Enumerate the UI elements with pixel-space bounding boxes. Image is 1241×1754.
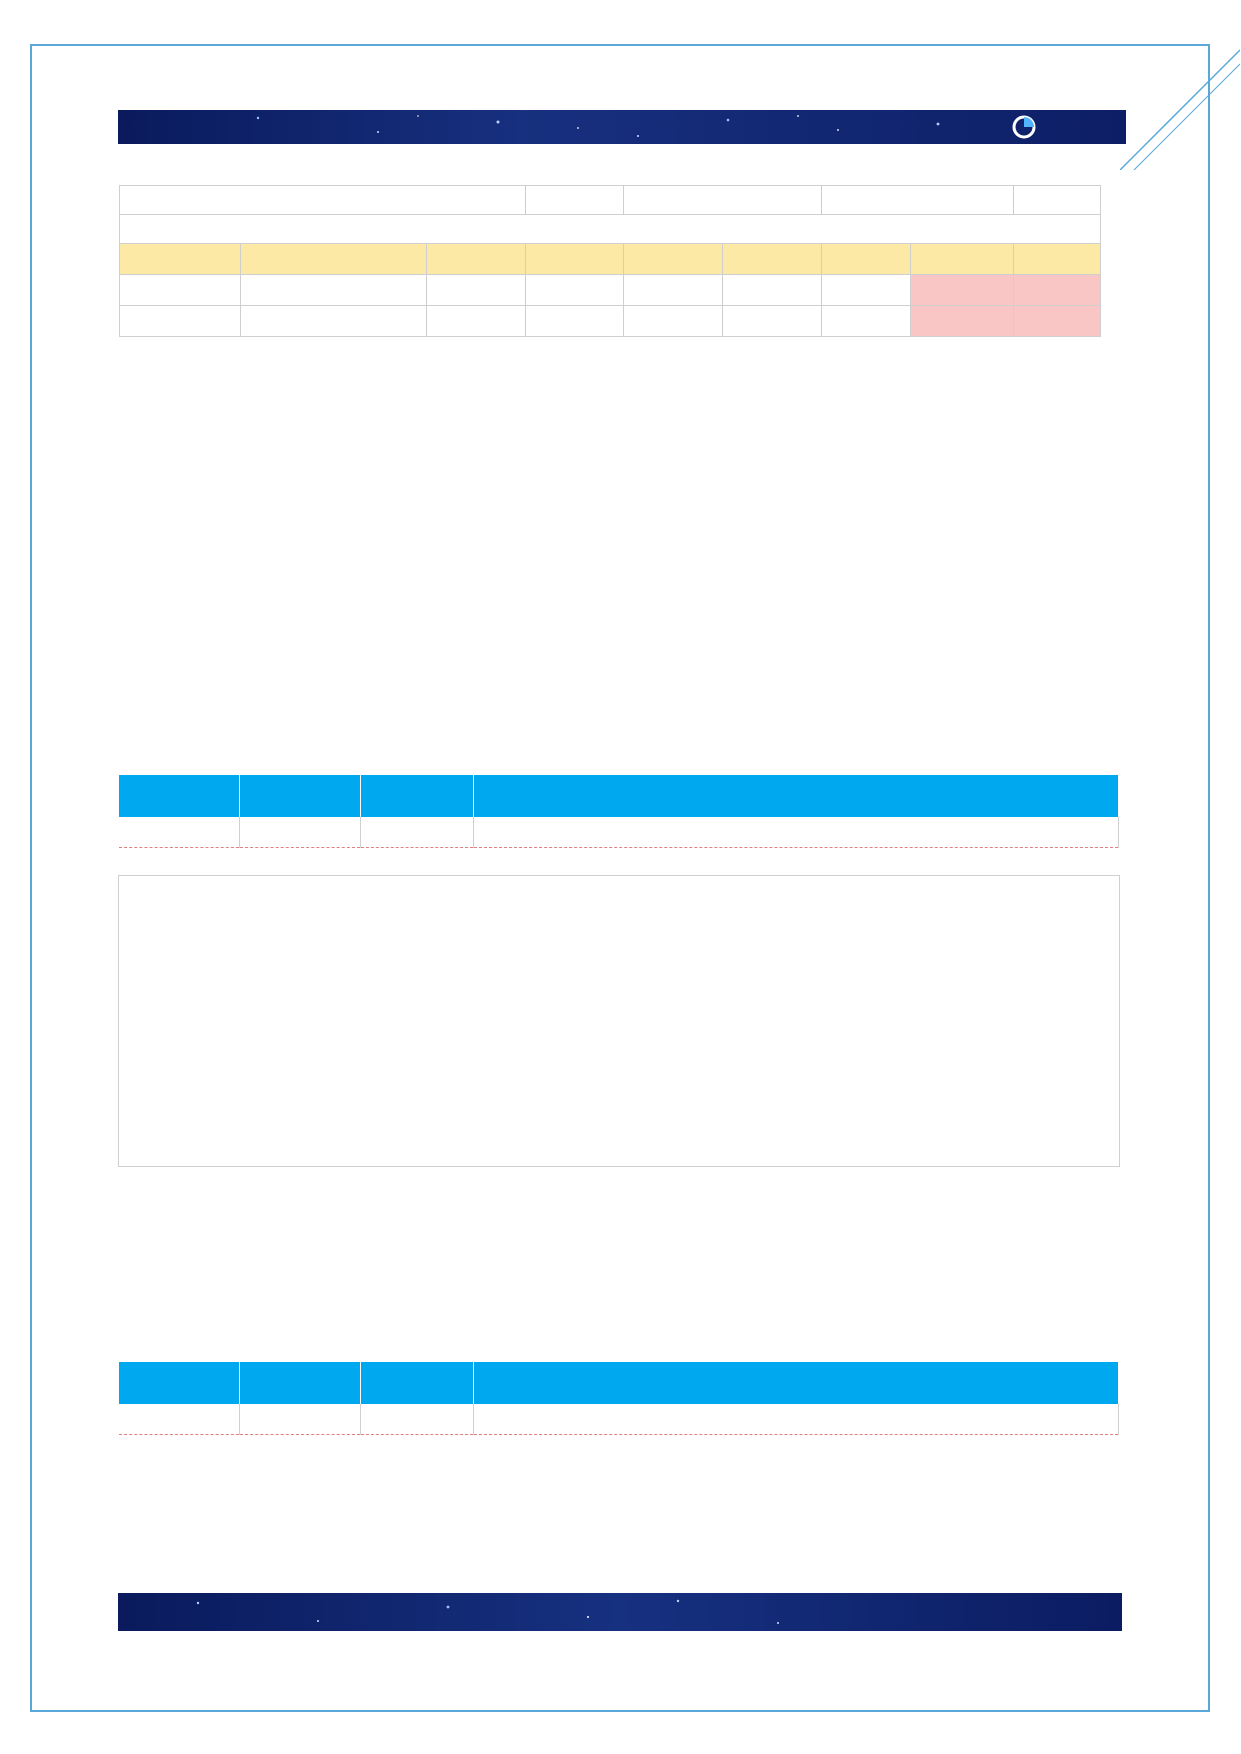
cell-status — [822, 275, 911, 306]
rec-sector — [119, 817, 240, 848]
header-name — [240, 244, 426, 275]
table-note — [120, 215, 1101, 244]
header-code — [120, 244, 241, 275]
rec-header-advice — [474, 775, 1119, 817]
rec-header-row — [119, 1362, 1119, 1404]
rec-header-row — [119, 775, 1119, 817]
header-band — [118, 110, 1126, 144]
cell-name — [240, 306, 426, 337]
rec-advice — [474, 817, 1119, 848]
cell-second — [1014, 306, 1101, 337]
cell-open — [525, 275, 624, 306]
rec-row — [119, 1404, 1119, 1435]
rec-header-sector — [119, 775, 240, 817]
rec-header-contract — [240, 775, 361, 817]
rec-row — [119, 817, 1119, 848]
header-second — [1014, 244, 1101, 275]
rec-header-advice — [474, 1362, 1119, 1404]
rec-view — [361, 1404, 474, 1435]
cell-high — [624, 306, 723, 337]
recommendation-table-rubber — [119, 1362, 1119, 1435]
cell-close — [426, 275, 525, 306]
header-stars — [118, 110, 1126, 144]
footer-band — [118, 1593, 1122, 1631]
corner-decoration — [1120, 40, 1240, 170]
cell-second — [1014, 275, 1101, 306]
source-label — [822, 186, 1014, 215]
header-pl — [911, 244, 1014, 275]
rec-header-contract — [240, 1362, 361, 1404]
cell-name — [240, 275, 426, 306]
recommendation-table-soda-ash — [119, 775, 1119, 848]
cell-low — [723, 275, 822, 306]
cell-pl — [911, 306, 1014, 337]
header-low — [723, 244, 822, 275]
cell-close — [426, 306, 525, 337]
kline-svg — [119, 876, 1119, 1166]
report-title — [120, 186, 526, 215]
rec-contract — [240, 1404, 361, 1435]
cell-status — [822, 306, 911, 337]
time-label — [525, 186, 624, 215]
cell-pl — [911, 275, 1014, 306]
header-close — [426, 244, 525, 275]
header-high — [624, 244, 723, 275]
cell-code — [120, 306, 241, 337]
time-value — [624, 186, 822, 215]
table-info-row — [120, 186, 1101, 215]
rec-header-view — [361, 775, 474, 817]
cell-low — [723, 306, 822, 337]
rec-sector — [119, 1404, 240, 1435]
cell-code — [120, 275, 241, 306]
footer-stars — [118, 1593, 1122, 1631]
cell-high — [624, 275, 723, 306]
table-row — [120, 306, 1101, 337]
cell-open — [525, 306, 624, 337]
brand-mark-icon — [1012, 115, 1036, 139]
soda-ash-kline-chart — [118, 875, 1120, 1167]
table-note-row — [120, 215, 1101, 244]
rec-contract — [240, 817, 361, 848]
rec-header-sector — [119, 1362, 240, 1404]
table-row — [120, 275, 1101, 306]
header-status — [822, 244, 911, 275]
weekly-review-table — [119, 185, 1101, 337]
table-header-row — [120, 244, 1101, 275]
rec-advice — [474, 1404, 1119, 1435]
rec-view — [361, 817, 474, 848]
rec-header-view — [361, 1362, 474, 1404]
header-open — [525, 244, 624, 275]
